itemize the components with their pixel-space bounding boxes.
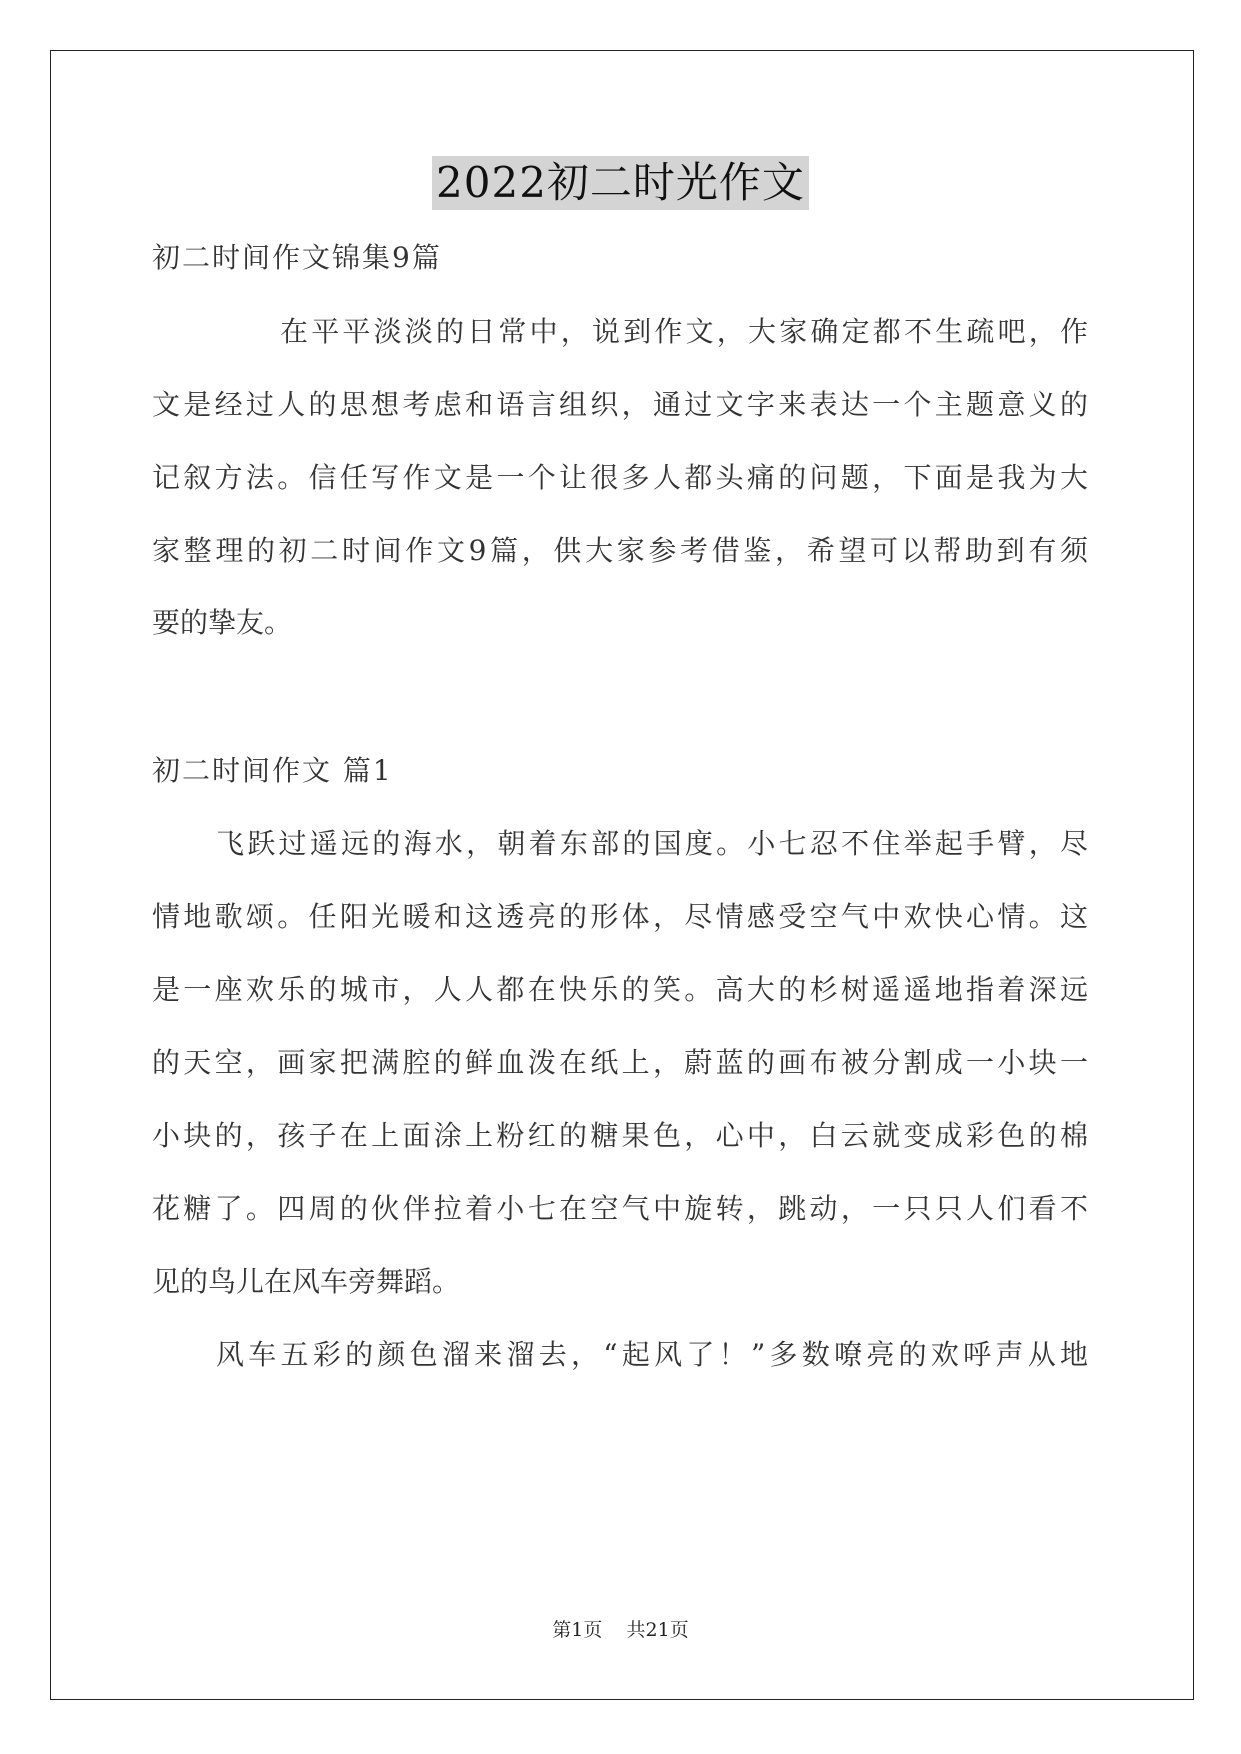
paragraph-line: 是一座欢乐的城市，人人都在快乐的笑。高大的杉树遥遥地指着深远 xyxy=(152,973,1088,1006)
intro-line: 文是经过人的思想考虑和语言组织，通过文字来表达一个主题意义的 xyxy=(152,388,1088,421)
document-subtitle: 初二时间作文锦集9篇 xyxy=(152,241,442,274)
paragraph-line: 小块的，孩子在上面涂上粉红的糖果色，心中，白云就变成彩色的棉 xyxy=(152,1119,1088,1152)
paragraph-line: 的天空，画家把满腔的鲜血泼在纸上，蔚蓝的画布被分割成一小块一 xyxy=(152,1046,1088,1079)
paragraph-line: 见的鸟儿在风车旁舞蹈。 xyxy=(152,1265,461,1298)
paragraph-line: 花糖了。四周的伙伴拉着小七在空气中旋转，跳动，一只只人们看不 xyxy=(152,1192,1088,1225)
title-container xyxy=(0,156,1241,210)
intro-line: 要的挚友。 xyxy=(152,606,293,639)
intro-line: 家整理的初二时间作文9篇，供大家参考借鉴，希望可以帮助到有须 xyxy=(152,534,1088,567)
intro-line: 记叙方法。信任写作文是一个让很多人都头痛的问题，下面是我为大 xyxy=(152,461,1088,494)
page-number-footer: 第1页 共21页 xyxy=(552,1619,689,1641)
paragraph-line: 飞跃过遥远的海水，朝着东部的国度。小七忍不住举起手臂，尽 xyxy=(216,827,1088,860)
paragraph-line: 风车五彩的颜色溜来溜去，“起风了！”多数嘹亮的欢呼声从地 xyxy=(216,1338,1088,1371)
section-heading: 初二时间作文 篇1 xyxy=(152,754,393,787)
page-border xyxy=(50,50,1194,1700)
document-title: 2022初二时光作文 xyxy=(432,156,809,210)
intro-line: 在平平淡淡的日常中，说到作文，大家确定都不生疏吧，作 xyxy=(280,315,1088,348)
paragraph-line: 情地歌颂。任阳光暖和这透亮的形体，尽情感受空气中欢快心情。这 xyxy=(152,900,1088,933)
